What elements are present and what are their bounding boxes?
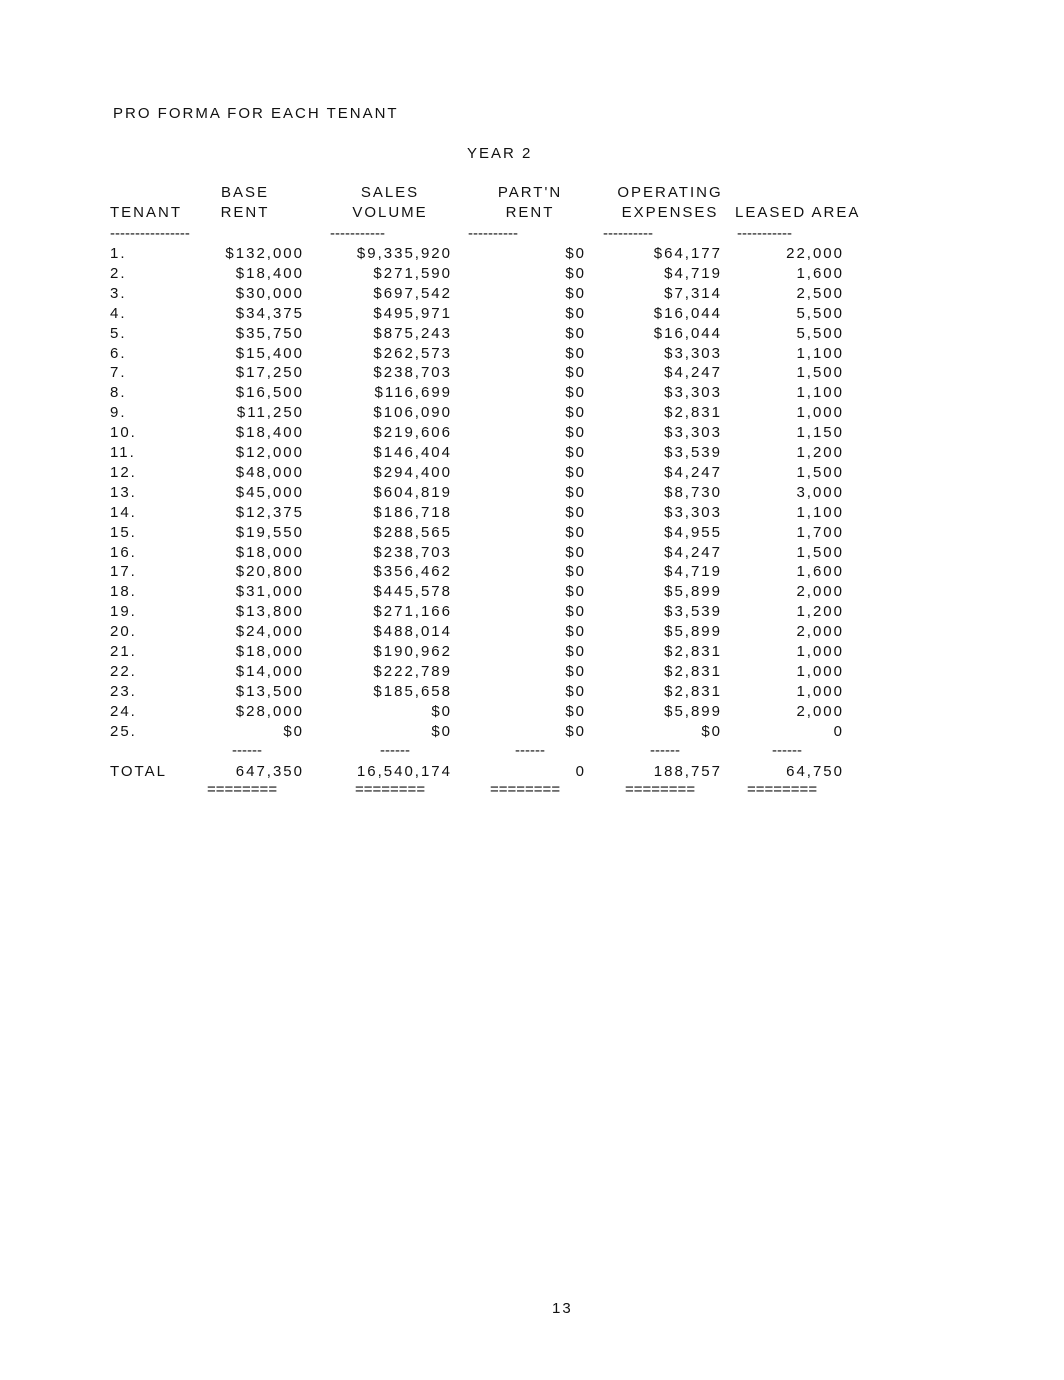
row-tenant: 20. xyxy=(110,623,137,641)
row-partn-rent: $0 xyxy=(565,245,586,262)
row-partn-rent: $0 xyxy=(565,444,586,461)
row-operating-expenses: $16,044 xyxy=(653,324,722,342)
table-row xyxy=(0,543,1064,563)
row-tenant: 16. xyxy=(110,543,137,561)
header-sales-volume-line2: VOLUME xyxy=(352,204,428,221)
row-partn-rent: $0 xyxy=(565,503,586,521)
row-operating-expenses: $4,247 xyxy=(664,463,722,481)
page-number: 13 xyxy=(552,1300,573,1317)
row-operating-expenses: $7,314 xyxy=(664,284,722,302)
row-tenant: 15. xyxy=(110,523,137,541)
table-row xyxy=(0,722,1064,742)
row-partn-rent: $0 xyxy=(565,682,586,700)
row-partn-rent: $0 xyxy=(565,563,586,581)
row-base-rent: $18,000 xyxy=(235,643,304,660)
row-sales-volume: $488,014 xyxy=(373,623,452,641)
total-partn-rent: 0 xyxy=(575,763,586,780)
row-tenant: 24. xyxy=(110,702,137,720)
row-partn-rent: $0 xyxy=(565,324,586,342)
row-sales-volume: $875,243 xyxy=(373,324,452,342)
row-base-rent: $34,375 xyxy=(235,304,304,322)
row-tenant: 18. xyxy=(110,583,137,601)
subtotal-dash-leased-area: ------ xyxy=(772,742,802,759)
table-row xyxy=(0,443,1064,463)
total-operating-expenses: 188,757 xyxy=(653,763,722,780)
row-tenant: 7. xyxy=(110,364,127,382)
row-operating-expenses: $0 xyxy=(701,722,722,740)
row-sales-volume: $356,462 xyxy=(373,563,452,581)
row-tenant: 2. xyxy=(110,264,127,282)
header-leased-area: LEASED AREA xyxy=(735,204,861,221)
row-base-rent: $11,250 xyxy=(236,404,304,422)
row-leased-area: 1,150 xyxy=(796,424,844,442)
header-partn-rent-line2: RENT xyxy=(505,204,555,221)
row-leased-area: 1,000 xyxy=(796,643,844,660)
table-row xyxy=(0,463,1064,483)
row-tenant: 22. xyxy=(110,662,137,680)
row-sales-volume: $288,565 xyxy=(373,523,452,541)
row-partn-rent: $0 xyxy=(565,583,586,601)
row-leased-area: 2,000 xyxy=(796,583,844,601)
row-operating-expenses: $4,955 xyxy=(664,523,722,541)
row-tenant: 8. xyxy=(110,384,127,402)
row-base-rent: $13,800 xyxy=(235,603,304,621)
row-sales-volume: $495,971 xyxy=(373,304,452,322)
row-operating-expenses: $4,247 xyxy=(664,543,722,561)
total-row xyxy=(0,762,1064,782)
row-leased-area: 1,000 xyxy=(796,404,844,422)
header-tenant: TENANT xyxy=(110,204,182,221)
row-tenant: 11. xyxy=(110,444,136,461)
row-leased-area: 22,000 xyxy=(786,245,844,262)
row-sales-volume: $445,578 xyxy=(373,583,452,601)
row-base-rent: $15,400 xyxy=(235,344,304,362)
row-sales-volume: $219,606 xyxy=(373,424,452,442)
row-base-rent: $132,000 xyxy=(225,245,304,262)
row-operating-expenses: $4,719 xyxy=(664,264,722,282)
row-leased-area: 1,600 xyxy=(796,264,844,282)
table-row xyxy=(0,503,1064,523)
row-tenant: 25. xyxy=(110,722,137,740)
row-leased-area: 5,500 xyxy=(796,324,844,342)
table-row xyxy=(0,363,1064,383)
header-operating-expenses-line2: EXPENSES xyxy=(621,204,719,221)
row-operating-expenses: $2,831 xyxy=(664,404,722,422)
row-base-rent: $0 xyxy=(283,722,304,740)
row-partn-rent: $0 xyxy=(565,463,586,481)
row-sales-volume: $604,819 xyxy=(373,483,452,501)
row-partn-rent: $0 xyxy=(565,603,586,621)
table-row xyxy=(0,423,1064,443)
row-tenant: 9. xyxy=(110,404,127,422)
total-label: TOTAL xyxy=(110,763,167,780)
row-operating-expenses: $64,177 xyxy=(653,245,722,262)
subtotal-dash-sales-volume: ------ xyxy=(380,742,410,759)
header-base-rent-line2: RENT xyxy=(220,204,270,221)
row-sales-volume: $186,718 xyxy=(373,503,452,521)
row-base-rent: $12,375 xyxy=(235,503,304,521)
row-partn-rent: $0 xyxy=(565,304,586,322)
total-double-rule-operating-expenses: ======== xyxy=(625,781,696,798)
row-tenant: 1. xyxy=(110,245,127,262)
table-row xyxy=(0,304,1064,324)
row-sales-volume: $271,590 xyxy=(373,264,452,282)
row-operating-expenses: $4,719 xyxy=(664,563,722,581)
header-operating-expenses-line1: OPERATING xyxy=(617,184,723,201)
table-row xyxy=(0,523,1064,543)
header-sales-volume-line1: SALES xyxy=(360,184,420,201)
row-leased-area: 1,100 xyxy=(796,503,844,521)
table-row xyxy=(0,682,1064,702)
row-partn-rent: $0 xyxy=(565,702,586,720)
row-sales-volume: $106,090 xyxy=(373,404,452,422)
row-partn-rent: $0 xyxy=(565,364,586,382)
table-row xyxy=(0,244,1064,264)
row-base-rent: $18,400 xyxy=(235,264,304,282)
row-partn-rent: $0 xyxy=(565,404,586,422)
row-sales-volume: $294,400 xyxy=(373,463,452,481)
row-partn-rent: $0 xyxy=(565,384,586,402)
row-sales-volume: $238,703 xyxy=(373,543,452,561)
row-base-rent: $17,250 xyxy=(235,364,304,382)
header-underline-tenant-base: ---------------- xyxy=(110,225,190,242)
total-double-rule-sales-volume: ======== xyxy=(355,781,426,798)
row-leased-area: 1,000 xyxy=(796,662,844,680)
total-double-rule-base-rent: ======== xyxy=(207,781,278,798)
row-partn-rent: $0 xyxy=(565,543,586,561)
row-partn-rent: $0 xyxy=(565,483,586,501)
row-tenant: 19. xyxy=(110,603,137,621)
row-operating-expenses: $3,539 xyxy=(664,444,722,461)
row-leased-area: 1,500 xyxy=(796,364,844,382)
row-base-rent: $18,000 xyxy=(235,543,304,561)
row-tenant: 23. xyxy=(110,682,137,700)
year-label: YEAR 2 xyxy=(467,145,533,162)
document-title: PRO FORMA FOR EACH TENANT xyxy=(113,105,399,122)
table-row xyxy=(0,264,1064,284)
row-sales-volume: $146,404 xyxy=(373,444,452,461)
row-leased-area: 2,500 xyxy=(796,284,844,302)
table-row xyxy=(0,702,1064,722)
total-double-rule-leased-area: ======== xyxy=(747,781,818,798)
row-sales-volume: $697,542 xyxy=(373,284,452,302)
row-leased-area: 1,100 xyxy=(796,384,844,402)
header-partn-rent-line1: PART'N xyxy=(497,184,563,201)
row-partn-rent: $0 xyxy=(565,523,586,541)
row-operating-expenses: $3,303 xyxy=(664,344,722,362)
row-tenant: 17. xyxy=(110,563,137,581)
row-sales-volume: $262,573 xyxy=(373,344,452,362)
row-partn-rent: $0 xyxy=(565,643,586,660)
row-base-rent: $30,000 xyxy=(235,284,304,302)
header-underline-partn: ---------- xyxy=(468,225,518,242)
subtotal-dash-base-rent: ------ xyxy=(232,742,262,759)
row-sales-volume: $116,699 xyxy=(374,384,452,402)
row-operating-expenses: $3,539 xyxy=(664,603,722,621)
row-operating-expenses: $5,899 xyxy=(664,702,722,720)
row-partn-rent: $0 xyxy=(565,264,586,282)
row-operating-expenses: $5,899 xyxy=(664,623,722,641)
row-base-rent: $16,500 xyxy=(235,384,304,402)
row-partn-rent: $0 xyxy=(565,344,586,362)
row-operating-expenses: $2,831 xyxy=(664,643,722,660)
row-partn-rent: $0 xyxy=(565,722,586,740)
row-base-rent: $28,000 xyxy=(235,702,304,720)
row-sales-volume: $0 xyxy=(431,722,452,740)
header-underline-sales: ----------- xyxy=(330,225,385,242)
row-base-rent: $18,400 xyxy=(235,424,304,442)
table-row xyxy=(0,403,1064,423)
table-row xyxy=(0,622,1064,642)
row-leased-area: 3,000 xyxy=(796,483,844,501)
row-leased-area: 1,100 xyxy=(796,344,844,362)
row-base-rent: $45,000 xyxy=(235,483,304,501)
row-sales-volume: $238,703 xyxy=(373,364,452,382)
row-operating-expenses: $2,831 xyxy=(664,682,722,700)
row-leased-area: 0 xyxy=(833,722,844,740)
header-underline-operating: ---------- xyxy=(603,225,653,242)
table-row xyxy=(0,602,1064,622)
row-partn-rent: $0 xyxy=(565,284,586,302)
row-sales-volume: $222,789 xyxy=(373,662,452,680)
row-operating-expenses: $3,303 xyxy=(664,503,722,521)
row-sales-volume: $271,166 xyxy=(373,603,452,621)
row-leased-area: 1,000 xyxy=(796,682,844,700)
table-row xyxy=(0,383,1064,403)
row-operating-expenses: $2,831 xyxy=(664,662,722,680)
row-sales-volume: $190,962 xyxy=(373,643,452,660)
row-base-rent: $12,000 xyxy=(235,444,304,461)
row-leased-area: 1,700 xyxy=(796,523,844,541)
header-base-rent-line1: BASE xyxy=(220,184,270,201)
row-tenant: 4. xyxy=(110,304,127,322)
table-row xyxy=(0,582,1064,602)
row-base-rent: $24,000 xyxy=(235,623,304,641)
subtotal-dash-operating-expenses: ------ xyxy=(650,742,680,759)
total-base-rent: 647,350 xyxy=(235,763,304,780)
row-base-rent: $48,000 xyxy=(235,463,304,481)
row-partn-rent: $0 xyxy=(565,623,586,641)
row-leased-area: 1,500 xyxy=(796,543,844,561)
row-leased-area: 2,000 xyxy=(796,623,844,641)
row-operating-expenses: $3,303 xyxy=(664,384,722,402)
row-operating-expenses: $8,730 xyxy=(664,483,722,501)
table-row xyxy=(0,562,1064,582)
row-partn-rent: $0 xyxy=(565,424,586,442)
row-tenant: 5. xyxy=(110,324,127,342)
row-sales-volume: $185,658 xyxy=(373,682,452,700)
row-base-rent: $13,500 xyxy=(235,682,304,700)
row-tenant: 13. xyxy=(110,483,137,501)
row-tenant: 3. xyxy=(110,284,127,302)
row-base-rent: $14,000 xyxy=(235,662,304,680)
table-row xyxy=(0,344,1064,364)
total-double-rule-partn-rent: ======== xyxy=(490,781,561,798)
row-tenant: 21. xyxy=(110,643,137,660)
row-base-rent: $19,550 xyxy=(235,523,304,541)
row-partn-rent: $0 xyxy=(565,662,586,680)
row-leased-area: 1,200 xyxy=(796,603,844,621)
table-row xyxy=(0,324,1064,344)
total-sales-volume: 16,540,174 xyxy=(356,763,452,780)
row-sales-volume: $0 xyxy=(431,702,452,720)
row-leased-area: 2,000 xyxy=(796,702,844,720)
row-operating-expenses: $16,044 xyxy=(653,304,722,322)
row-tenant: 6. xyxy=(110,344,127,362)
row-leased-area: 1,500 xyxy=(796,463,844,481)
row-base-rent: $20,800 xyxy=(235,563,304,581)
row-operating-expenses: $4,247 xyxy=(664,364,722,382)
row-operating-expenses: $3,303 xyxy=(664,424,722,442)
subtotal-dash-partn-rent: ------ xyxy=(515,742,545,759)
table-row xyxy=(0,483,1064,503)
table-row xyxy=(0,642,1064,662)
header-underline-leased: ----------- xyxy=(737,225,792,242)
table-row xyxy=(0,284,1064,304)
row-leased-area: 5,500 xyxy=(796,304,844,322)
row-leased-area: 1,200 xyxy=(796,444,844,461)
row-tenant: 10. xyxy=(110,424,137,442)
row-base-rent: $31,000 xyxy=(235,583,304,601)
row-operating-expenses: $5,899 xyxy=(664,583,722,601)
row-base-rent: $35,750 xyxy=(235,324,304,342)
row-tenant: 14. xyxy=(110,503,137,521)
row-tenant: 12. xyxy=(110,463,137,481)
row-sales-volume: $9,335,920 xyxy=(356,245,452,262)
row-leased-area: 1,600 xyxy=(796,563,844,581)
total-leased-area: 64,750 xyxy=(786,763,844,780)
table-row xyxy=(0,662,1064,682)
